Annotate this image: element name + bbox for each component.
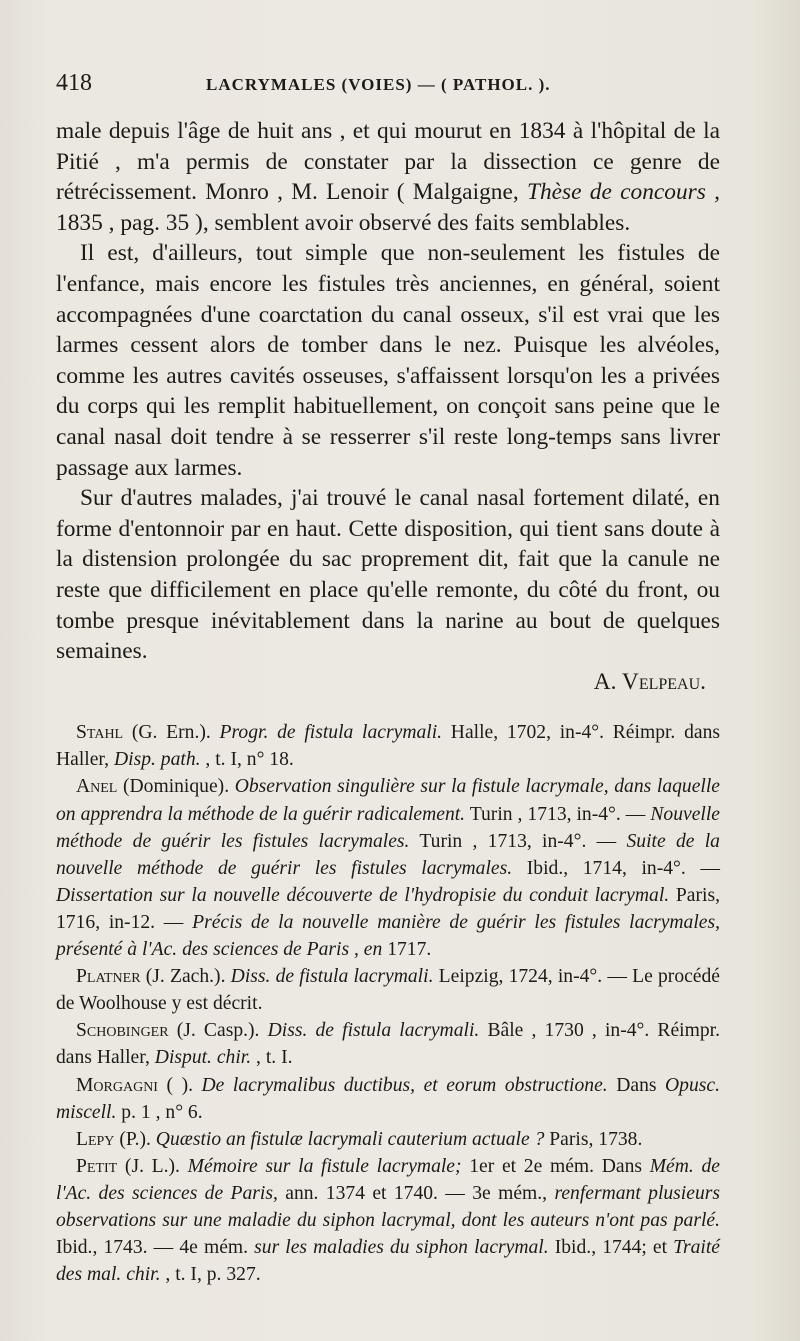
paragraph: Il est, d'ailleurs, tout simple que non-seulement les fistules de l'enfance, mais encore les fistules très anciennes, en général, soient accompagnées d'une coarctation du canal osseux, s'il est vrai que les larmes cessent alors de tomber dans le nez. Puisque les alvéoles, comme les autres cavités osseuses, s'affaissent lorsqu'on les a privées du corps qui les remplit habituellement, on conçoit sans peine que le canal nasal doit tendre à se resserrer s'il reste long-temps sans livrer passage aux larmes. (56, 240, 720, 481)
entry-text: Paris, 1716, in-12. — (56, 884, 720, 933)
entry-text: (J. L.). (117, 1155, 188, 1177)
body-text (56, 116, 720, 697)
entry-title: Diss. de fistula lacrymali. (267, 1020, 480, 1042)
page-header (56, 70, 720, 110)
bibliography-entry (56, 963, 720, 1017)
entry-title: Mémoire sur la fistule lacrymale; (187, 1155, 462, 1177)
entry-author: Morgagni (76, 1074, 158, 1096)
entry-title: Progr. de fistula lacrymali. (219, 722, 443, 744)
bibliography-entry (56, 1126, 720, 1153)
entry-text: Ibid., 1744; et (548, 1237, 674, 1259)
entry-title: Traité des mal. chir. (56, 1237, 720, 1286)
entry-text: , t. I, p. 327. (160, 1264, 261, 1286)
entry-author: Platner (76, 966, 141, 988)
entry-text: , t. I. (251, 1047, 293, 1069)
bibliography (56, 719, 720, 1288)
entry-title: Mém. de l'Ac. des sciences de Paris, (56, 1155, 720, 1204)
entry-text: (G. Ern.). (123, 722, 220, 744)
paragraph-continuation (56, 116, 720, 238)
entry-title: Disput. chir. (154, 1047, 252, 1069)
entry-text: ( ). (157, 1074, 202, 1096)
entry-text: p. 1 , n° 6. (116, 1101, 203, 1123)
entry-author: Lepy (76, 1128, 115, 1150)
paragraph-text: 1835 , pag. 35 ), semblent avoir observé des faits semblables. (56, 209, 631, 236)
entry-text: , t. I, n° 18. (200, 749, 294, 771)
entry-author: Petit (76, 1155, 118, 1177)
bibliography-entry (56, 1153, 720, 1288)
bibliography-entry (56, 1017, 720, 1071)
entry-title: Dissertation sur la nouvelle découverte de l'hydropisie du conduit lacrymal. (56, 884, 670, 906)
entry-title: Opusc. miscell. (56, 1074, 720, 1123)
paragraph-text: male depuis l'âge de huit ans , et qui mourut en 1834 à l'hôpital de la Pitié , m'a permis de constater par la dissection ce genre de rétrécissement. Monro , M. Lenoir ( Malgaigne, (56, 118, 720, 206)
entry-text: Paris, 1738. (544, 1128, 643, 1150)
entry-text: Dans (607, 1074, 666, 1096)
entry-author: Stahl (76, 722, 124, 744)
entry-text: Halle, 1702, in-4°. Réimpr. dans Haller, (56, 722, 720, 771)
entry-author: Schobinger (76, 1020, 169, 1042)
bibliography-entry (56, 773, 720, 963)
running-head: LACRYMALES (VOIES) — ( PATHOL. ). (206, 75, 551, 94)
thesis-title: Thèse de concours , (526, 179, 720, 206)
bibliography-entry (56, 719, 720, 773)
entry-title: Précis de la nouvelle manière de guérir les fistules lacrymales, présenté à l'Ac. des sciences de Paris , en (56, 911, 720, 961)
bibliography-entry (56, 1072, 720, 1126)
author-signature: A. Velpeau. (593, 668, 706, 695)
entry-text: Ibid., 1714, in-4°. — (512, 857, 720, 879)
entry-text: Turin , 1713, in-4°. — (409, 830, 627, 852)
entry-title: Quæstio an fistulæ lacrymali cauterium actuale ? (155, 1128, 545, 1150)
paragraph: Sur d'autres malades, j'ai trouvé le canal nasal fortement dilaté, en forme d'entonnoir par en haut. Cette disposition, qui tient sans doute à la distension prolongée du sac proprement dit, fait que la canule ne reste que difficilement en place qu'elle remonte, du côté du front, ou tombe presque inévitablement dans la narine au bout de quelques semaines. (56, 485, 720, 665)
entry-title: Observation singulière sur la fistule lacrymale, dans laquelle on apprendra la méthode de la guérir radicalement. (56, 776, 720, 825)
page-number: 418 (56, 70, 92, 96)
entry-text: 1er et 2e mém. Dans (461, 1155, 650, 1177)
entry-text: Leipzig, 1724, in-4°. — Le procédé de Woolhouse y est décrit. (56, 966, 720, 1015)
entry-title: Disp. path. (113, 749, 201, 771)
entry-title: Diss. de fistula lacrymali. (230, 966, 434, 988)
entry-title: Suite de la nouvelle méthode de guérir les fistules lacrymales. (56, 830, 720, 879)
entry-text: (Dominique). (117, 776, 235, 798)
entry-text: (J. Casp.). (168, 1020, 268, 1042)
entry-text: ann. 1374 et 1740. — 3e mém., (277, 1182, 555, 1204)
entry-text: 1717. (382, 939, 432, 961)
entry-text: Turin , 1713, in-4°. — (465, 803, 651, 825)
entry-title: De lacrymalibus ductibus, et eorum obstructione. (201, 1074, 608, 1096)
entry-text: (P.). (114, 1128, 156, 1150)
entry-title: Nouvelle méthode de guérir les fistules lacrymales. (56, 803, 720, 852)
entry-title: sur les maladies du siphon lacrymal. (254, 1237, 549, 1259)
entry-author: Anel (76, 776, 118, 798)
entry-text: (J. Zach.). (140, 966, 231, 988)
entry-text: Bâle , 1730 , in-4°. Réimpr. dans Haller, (56, 1020, 720, 1069)
entry-text: Ibid., 1743. — 4e mém. (56, 1237, 255, 1259)
entry-title: renfermant plusieurs observations sur une maladie du siphon lacrymal, dont les auteurs n'ont pas parlé. (56, 1182, 720, 1231)
